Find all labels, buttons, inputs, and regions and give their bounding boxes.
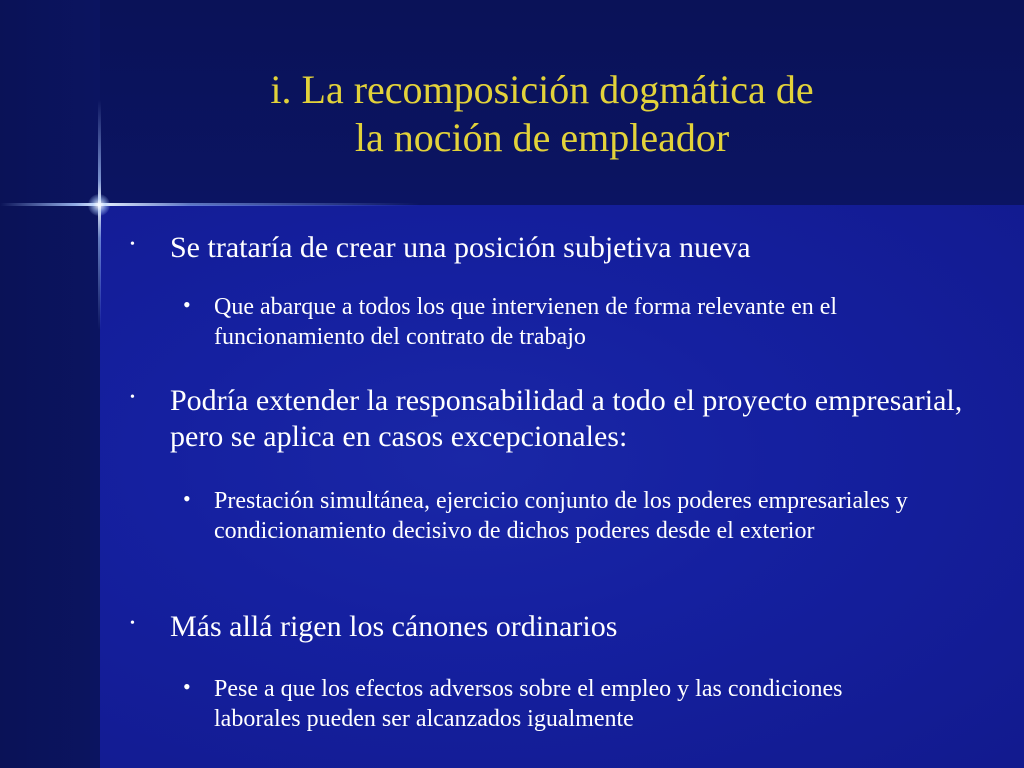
bullet-2-sub-text: Prestación simultánea, ejercicio conjunto de los poderes empresariales y condicionamiento decisivo de dichos poderes desde el exterior	[214, 488, 908, 544]
bullet-2-marker: •	[130, 390, 135, 405]
bullet-1-text: Se trataría de crear una posición subjetiva nueva	[170, 231, 751, 264]
bullet-1-marker: •	[130, 237, 135, 252]
bullet-2-sub-marker: •	[183, 486, 191, 511]
bullet-3-text: Más allá rigen los cánones ordinarios	[170, 610, 618, 643]
bullet-2-text: Podría extender la responsabilidad a todo el proyecto empresarial, pero se aplica en casos excepcionales:	[170, 384, 963, 453]
bullet-3-marker: •	[130, 616, 135, 631]
bullet-3-sub-marker: •	[183, 674, 191, 699]
bullet-1-sub-marker: •	[183, 292, 191, 317]
bullet-3-sub-text: Pese a que los efectos adversos sobre el empleo y las condiciones laborales pueden ser alcanzados igualmente	[214, 676, 843, 732]
title-line-2: la noción de empleador	[354, 115, 730, 160]
title-line-1: i. La recomposición dogmática de	[270, 67, 814, 112]
bullet-1-sub-text: Que abarque a todos los que intervienen de forma relevante en el funcionamiento del contrato de trabajo	[214, 294, 838, 350]
